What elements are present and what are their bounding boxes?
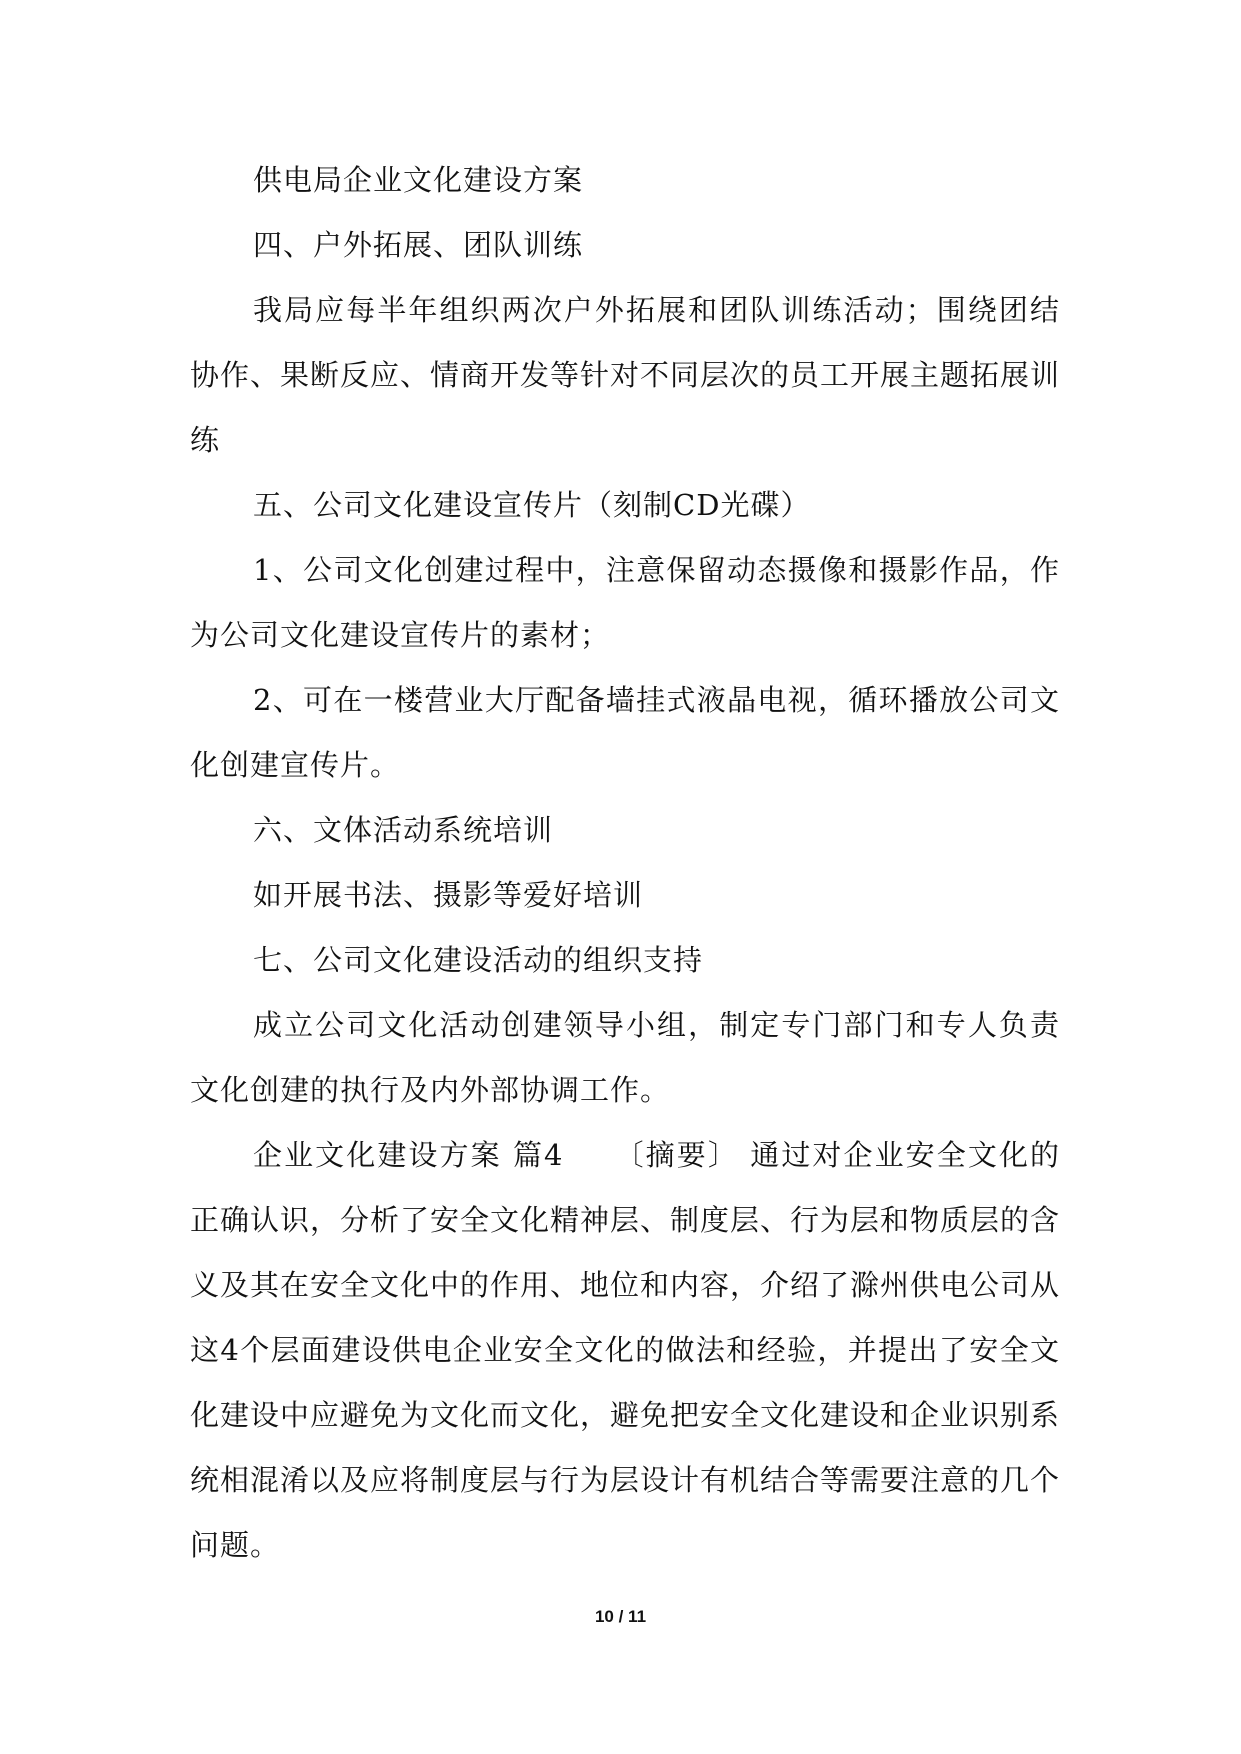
document-body: [190, 148, 1060, 1578]
page-number: 10 / 11: [594, 1607, 647, 1626]
paragraph-outdoor-training: 我局应每半年组织两次户外拓展和团队训练活动；围绕团结协作、果断反应、情商开发等针对不同层次的员工开展主题拓展训练: [190, 293, 1061, 457]
paragraph-item-1: 1、公司文化创建过程中，注意保留动态摄像和摄影作品，作为公司文化建设宣传片的素材；: [190, 553, 1060, 652]
paragraph-item-2: 2、可在一楼营业大厅配备墙挂式液晶电视，循环播放公司文化创建宣传片。: [190, 683, 1060, 782]
section-heading-7: 七、公司文化建设活动的组织支持: [253, 943, 704, 977]
document-title: 供电局企业文化建设方案: [253, 163, 584, 197]
paragraph-abstract: [190, 1123, 1060, 1578]
abstract-text: 通过对企业安全文化的正确认识，分析了安全文化精神层、制度层、行为层和物质层的含义及其在安全文化中的作用、地位和内容，介绍了滁州供电公司从这4个层面建设供电企业安全文化的做法和经验，并提出了安全文化建设中应避免为文化而文化，避免把安全文化建设和企业识别系统相混淆以及应将制度层与行为层设计有机结合等需要注意的几个问题。: [190, 1138, 1061, 1562]
section-heading-6: 六、文体活动系统培训: [253, 813, 554, 847]
section-heading-5: 五、公司文化建设宣传片（刻制CD光碟）: [253, 488, 811, 522]
abstract-tag: 〔摘要〕: [613, 1138, 739, 1172]
section-heading-4: 四、户外拓展、团队训练: [253, 228, 584, 262]
paragraph-organization: 成立公司文化活动创建领导小组，制定专门部门和专人负责文化创建的执行及内外部协调工作。: [190, 1008, 1060, 1107]
article-lead: 企业文化建设方案 篇4: [253, 1138, 564, 1172]
paragraph-training: 如开展书法、摄影等爱好培训: [253, 878, 644, 912]
